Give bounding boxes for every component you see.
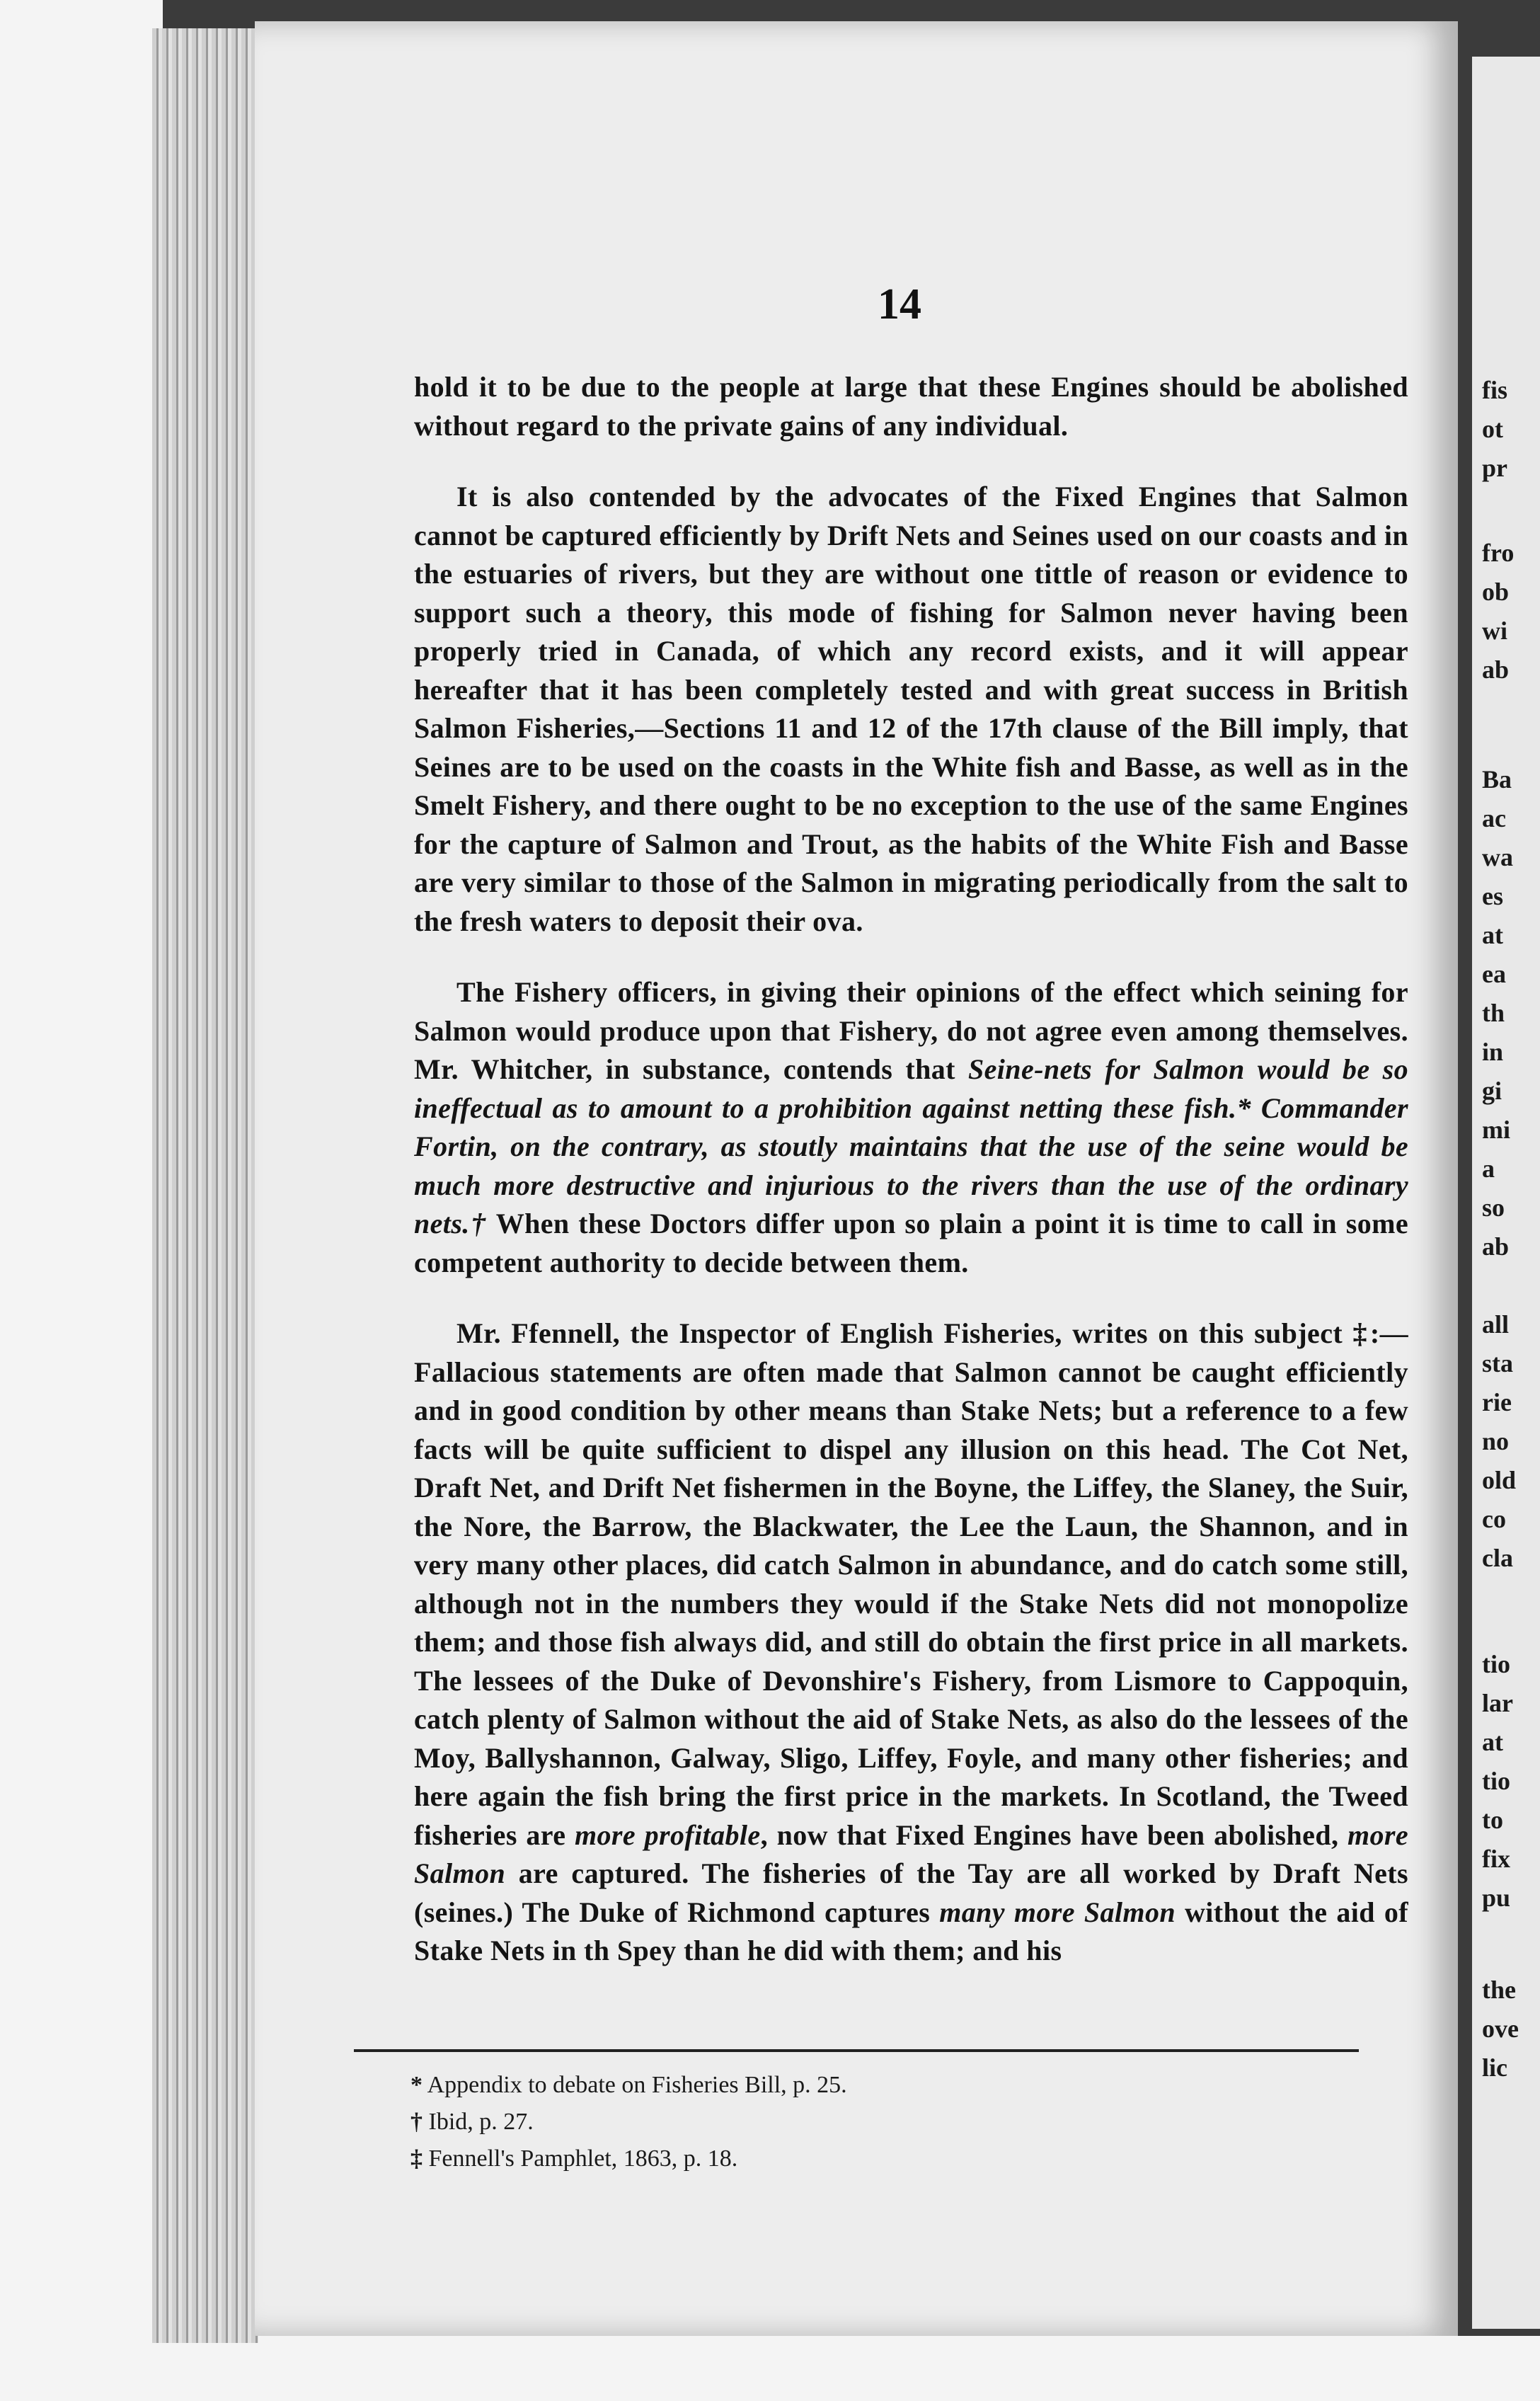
text-run — [1251, 1092, 1261, 1124]
footnote-mark: ‡ — [410, 2145, 423, 2172]
facing-page-fragment: pr — [1482, 454, 1507, 482]
facing-page-fragment: wi — [1482, 617, 1507, 645]
footnote-text: Fennell's Pamphlet, 1863, p. 18. — [428, 2145, 738, 2172]
paragraph — [414, 478, 1408, 941]
italic-text: Commander Fortin, on the contrary, as stoutly maintains that the use of the seine would be much more destructive and injurious to the rivers than the use of the ordinary nets.† — [414, 1091, 1408, 1239]
italic-text: many more Salmon — [939, 1896, 1176, 1928]
facing-page-fragment: co — [1482, 1505, 1506, 1533]
facing-page-fragment: Ba — [1482, 765, 1512, 793]
italic-text: more profitable — [574, 1818, 761, 1851]
text-run: Mr. Ffennell, the Inspector of English Fisheries, writes on this subject ‡:—Fallacious statements are often made that Salmon cannot be caught efficiently and in good condition by other means than Stake Nets; but a reference to a few facts will be quite sufficient to dispel any illusion on this head. The Cot Net, Draft Net, and Drift Net fishermen in the Boyne, the Liffey, the Slaney, the Suir, the Nore, the Barrow, the Blackwater, the Lee the Laun, the Shannon, and in very many other places, did catch Salmon in abundance, and do catch some still, although not in the numbers they would if the Stake Nets did not monopolize them; and those fish always did, and still do obtain the first price in all markets. The lessees of the Duke of Devonshire's Fishery, from Lismore to Cappoquin, catch plenty of Salmon without the aid of Stake Nets, as also do the lessees of the Moy, Ballyshannon, Galway, Sligo, Liffey, Foyle, and many other fisheries; and here again the fish bring the first price in the markets. In Scotland, the Tweed fisheries are — [414, 1317, 1408, 1851]
footnotes — [410, 2067, 1331, 2177]
facing-page-fragment: fis — [1482, 376, 1507, 404]
facing-page-fragment: sta — [1482, 1349, 1513, 1377]
italic-text: Seine-nets for Salmon would be so ineffectual as to amount to a prohibition against netting these fish.* — [414, 1053, 1408, 1124]
facing-page-fragment: ab — [1482, 1232, 1510, 1261]
facing-page-fragment: in — [1482, 1038, 1504, 1066]
facing-page-fragment: rie — [1482, 1388, 1512, 1416]
text-run: It is also contended by the advocates of the Fixed Engines that Salmon cannot be captured efficiently by Drift Nets and Seines used on our coasts and in the estuaries of rivers, but they are without one tittle of reason or evidence to support such a theory, this mode of fishing for Salmon never having been properly tried in Canada, of which any record exists, and it will appear hereafter that it has been completely tested and with great success in British Salmon Fisheries,—Sections 11 and 12 of the 17th clause of the Bill imply, that Seines are to be used on the coasts in the White fish and Basse, as well as in the Smelt Fishery, and there ought to be no exception to the use of the same Engines for the capture of Salmon and Trout, as the habits of the White Fish and Basse are very similar to those of the Salmon in migrating periodically from the salt to the fresh waters to deposit their ova. — [414, 481, 1408, 937]
facing-page-fragment: at — [1482, 1728, 1503, 1756]
book-page-edges — [152, 28, 258, 2343]
facing-page-fragment: lic — [1482, 2053, 1507, 2082]
footnote-text: Ibid, p. 27. — [428, 2109, 534, 2135]
body-text — [414, 368, 1408, 2003]
facing-page-fragment: to — [1482, 1806, 1503, 1834]
facing-page-fragment: gi — [1482, 1077, 1502, 1105]
footnote — [410, 2141, 1331, 2177]
facing-page-fragment: fix — [1482, 1845, 1510, 1873]
scan-margin-left — [0, 0, 163, 2401]
footnote-text: Appendix to debate on Fisheries Bill, p. 25. — [427, 2072, 847, 2098]
text-run: The Fishery officers, in giving their opinions of the effect which seining for Salmon would produce upon that Fishery, do not agree even among themselves. Mr. Whitcher, in substance, contends that — [414, 976, 1408, 1085]
facing-page-fragment: ea — [1482, 960, 1506, 988]
facing-page-fragment: lar — [1482, 1689, 1513, 1717]
footnote-rule — [354, 2049, 1359, 2052]
footnote — [410, 2067, 1331, 2104]
facing-page-fragment: th — [1482, 999, 1505, 1027]
facing-page-fragment: so — [1482, 1193, 1505, 1222]
facing-page — [1472, 57, 1540, 2329]
paragraph — [414, 368, 1408, 445]
facing-page-fragment: ab — [1482, 655, 1510, 684]
facing-page-fragment: a — [1482, 1154, 1495, 1183]
facing-page-fragment: ac — [1482, 804, 1506, 832]
facing-page-fragment: wa — [1482, 843, 1513, 871]
facing-page-fragment: ot — [1482, 415, 1503, 443]
paragraph — [414, 973, 1408, 1282]
facing-page-fragment: the — [1482, 1976, 1516, 2004]
scan-margin-bottom — [0, 2336, 1540, 2401]
facing-page-fragment: all — [1482, 1310, 1510, 1339]
text-run: When these Doctors differ upon so plain a point it is time to call in some competent authority to decide between them. — [414, 1208, 1408, 1278]
footnote-mark: * — [410, 2072, 423, 2098]
facing-page-fragment: at — [1482, 921, 1503, 949]
footnote-mark: † — [410, 2109, 423, 2135]
facing-page-fragment: mi — [1482, 1116, 1510, 1144]
footnote — [410, 2104, 1331, 2141]
italic-text: more Salmon — [414, 1818, 1409, 1889]
facing-page-fragment: no — [1482, 1427, 1510, 1455]
paragraph — [414, 1314, 1408, 1971]
text-run: are captured. The fisheries of the Tay are all worked by Draft Nets (seines.) The Duke of Richmond captures — [414, 1857, 1408, 1928]
text-run: hold it to be due to the people at large that these Engines should be abolished without regard to the private gains of any individual. — [414, 371, 1408, 442]
facing-page-fragment: tio — [1482, 1767, 1510, 1795]
facing-page-fragment: cla — [1482, 1544, 1513, 1572]
facing-page-fragment: tio — [1482, 1650, 1510, 1678]
facing-page-fragment: ob — [1482, 578, 1510, 606]
facing-page-fragment: pu — [1482, 1884, 1511, 1912]
text-run: , now that Fixed Engines have been abolished, — [760, 1818, 1348, 1851]
facing-page-fragment: ove — [1482, 2015, 1519, 2043]
facing-page-fragment: fro — [1482, 539, 1515, 567]
facing-page-fragment: es — [1482, 882, 1503, 910]
text-run: without the aid of Stake Nets in th Spey than he did with them; and his — [414, 1896, 1409, 1966]
facing-page-fragment: old — [1482, 1466, 1517, 1494]
page-number: 14 — [878, 280, 921, 328]
